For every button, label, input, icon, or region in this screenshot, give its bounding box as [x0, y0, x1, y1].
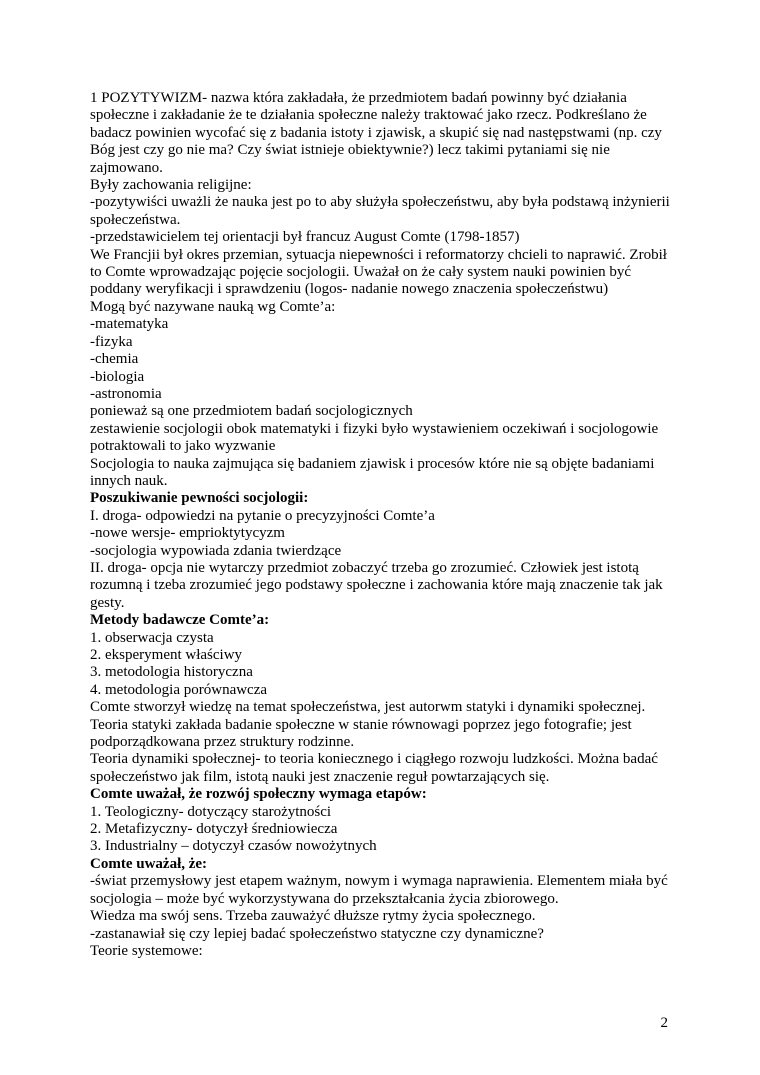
- document-body: [90, 90, 680, 960]
- body-paragraph: Wiedza ma swój sens. Trzeba zauważyć dłuższe rytmy życia społecznego.: [90, 908, 536, 925]
- body-paragraph: 3. metodologia historyczna: [90, 664, 253, 681]
- body-paragraph: 4. metodologia porównawcza: [90, 681, 268, 698]
- body-paragraph: I. droga- odpowiedzi na pytanie o precyzyjności Comte’a: [90, 507, 435, 524]
- page-number: 2: [660, 1015, 668, 1031]
- body-paragraph: 2. Metafizyczny- dotyczył średniowiecza: [90, 821, 338, 838]
- body-paragraph: -zastanawiał się czy lepiej badać społeczeństwo statyczne czy dynamiczne?: [90, 925, 544, 942]
- section-heading: Comte uważał, że rozwój społeczny wymaga etapów:: [90, 786, 427, 803]
- body-paragraph: -świat przemysłowy jest etapem ważnym, nowym i wymaga naprawienia. Elementem miała być socjologia – może być wykorzystywana do przekształcania życia zbiorowego.: [90, 873, 668, 907]
- body-paragraph: -pozytywiści uważli że nauka jest po to aby służyła społeczeństwu, aby była podstawą inżynierii społeczeństwa.: [90, 194, 670, 228]
- body-paragraph: -astronomia: [90, 385, 162, 402]
- body-paragraph: -fizyka: [90, 333, 133, 350]
- body-paragraph: 3. Industrialny – dotyczył czasów nowożytnych: [90, 838, 377, 855]
- body-paragraph: -chemia: [90, 351, 139, 368]
- body-paragraph: -przedstawicielem tej orientacji był francuz August Comte (1798-1857): [90, 229, 520, 246]
- body-paragraph: Mogą być nazywane nauką wg Comte’a:: [90, 298, 336, 315]
- body-paragraph: 1. Teologiczny- dotyczący starożytności: [90, 803, 332, 820]
- body-paragraph: We Francjii był okres przemian, sytuacja niepewności i reformatorzy chcieli to naprawić. Zrobił to Comte wprowadzając pojęcie socjologii. Uważał on że cały system nauki powinien być poddany weryfikacji i sprawdzeniu (logos- nadanie nowego znaczenia społeczeństwu): [90, 246, 667, 298]
- body-paragraph: 1 POZYTYWIZM- nazwa która zakładała, że przedmiotem badań powinny być działania społeczne i zakładanie że te działania społeczne należy traktować jako rzecz. Podkreślano że badacz powinien wycofać się z badania istoty i zjawisk, a skupić się nad następstwami (np. czy Bóg jest czy go nie ma? Czy świat istnieje obiektywnie?) lecz takimi pytaniami się nie zajmowano.: [90, 90, 662, 176]
- section-heading: Poszukiwanie pewności socjologii:: [90, 490, 309, 507]
- body-paragraph: Teoria dynamiki społecznej- to teoria koniecznego i ciągłego rozwoju ludzkości. Można badać społeczeństwo jak film, istotą nauki jest znaczenie reguł powtarzających się.: [90, 751, 658, 785]
- section-heading: Comte uważał, że:: [90, 855, 208, 872]
- body-paragraph: Teorie systemowe:: [90, 942, 203, 959]
- body-paragraph: Teoria statyki zakłada badanie społeczne w stanie równowagi poprzez jego fotografie; jest podporządkowana przez struktury rodzinne.: [90, 716, 632, 751]
- body-paragraph: -nowe wersje- emprioktytycyzm: [90, 525, 285, 542]
- body-paragraph: II. droga- opcja nie wytarczy przedmiot zobaczyć trzeba go zrozumieć. Człowiek jest istotą rozumną i tzeba zrozumieć jego podstawy społeczne i zachowania które mają znaczenie tak jak gesty.: [90, 559, 663, 611]
- body-paragraph: Comte stworzył wiedzę na temat społeczeństwa, jest autorwm statyki i dynamiki społecznej.: [90, 699, 646, 716]
- body-paragraph: 2. eksperyment właściwy: [90, 647, 243, 663]
- body-paragraph: -biologia: [90, 368, 145, 385]
- body-paragraph: ponieważ są one przedmiotem badań socjologicznych: [90, 403, 413, 420]
- section-heading: Metody badawcze Comte’a:: [90, 612, 270, 629]
- body-paragraph: Były zachowania religijne:: [90, 177, 252, 194]
- body-paragraph: 1. obserwacja czysta: [90, 629, 214, 646]
- body-paragraph: -matematyka: [90, 316, 169, 333]
- body-paragraph: zestawienie socjologii obok matematyki i fizyki było wystawieniem oczekiwań i socjologowie potraktowali to jako wyzwanie: [90, 420, 659, 455]
- body-paragraph: Socjologia to nauka zajmująca się badaniem zjawisk i procesów które nie są objęte badaniami innych nauk.: [90, 455, 655, 489]
- body-paragraph: -socjologia wypowiada zdania twierdzące: [90, 542, 342, 559]
